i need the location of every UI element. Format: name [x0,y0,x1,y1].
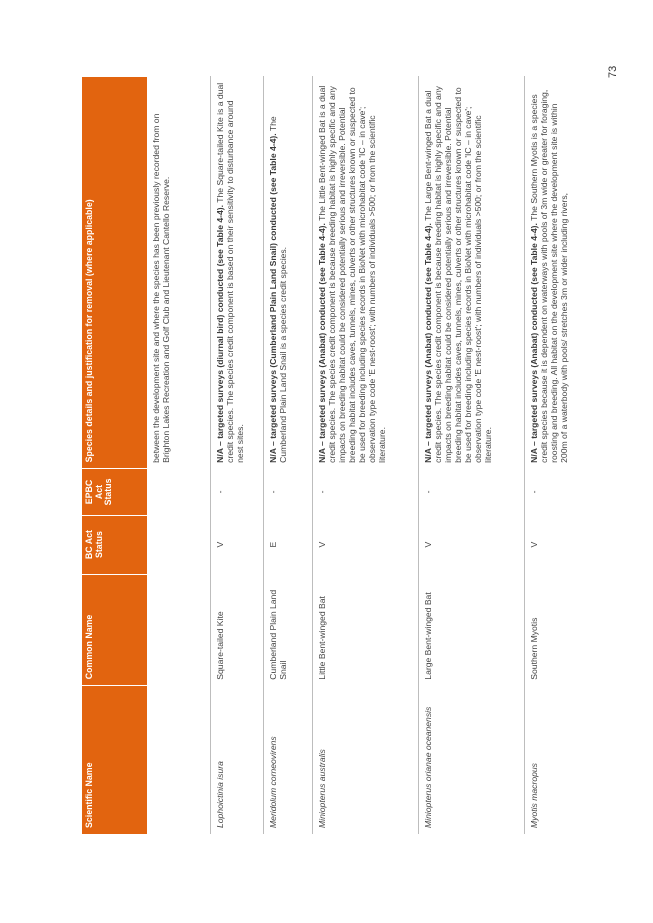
table-header-row [82,77,147,835]
table-row [312,77,418,835]
header-species-details: Species details and justification for removal (where applicable) [82,77,147,469]
table-row [418,77,524,835]
details-bold: N/A – targeted surveys (Anabat) conducted (see Table 4-4). [528,223,539,463]
cell-empty [147,686,210,834]
cell-scientific-name: Miniopterus australis [312,686,418,834]
cell-details [210,77,263,469]
cell-scientific-name: Myotis macropus [528,763,539,828]
details-text: The Southern Myotis is a species credit species because it is dependent on waterways with pools of 3m wide or greater for foraging, roosting and breeding. All habitat on the development site where the development site is within 200m of a waterbody with pools/ stretches 3m or wider including rivers, [528,89,569,463]
cell-empty [147,574,210,686]
cell-epbc-status: - [312,469,418,515]
table-row [263,77,312,835]
cell-details [524,77,607,469]
cell-common-name: Little Bent-winged Bat [312,574,418,686]
cell-epbc-status: - [528,490,539,494]
cell-continuation-details: between the development site and where the species has been previously recorded from on Brighton Lakes Recreation and Golf Club and Lieutenant Cantello Reserve. [147,77,210,469]
species-table [82,76,607,834]
details-bold: N/A – targeted surveys (diurnal bird) conducted (see Table 4-4). [214,204,225,463]
cell-common-name: Large Bent-winged Bat [418,574,524,686]
cell-bc-status: V [210,515,263,574]
table-row [210,77,263,835]
details-text: The Square-tailed Kite is a dual credit species. The species credit component is based on their sensitivity to disturbance around nest sites. [214,82,245,463]
cell-bc-status: V [528,541,539,548]
cell-bc-status: V [312,515,418,574]
cell-epbc-status: - [418,469,524,515]
cell-empty [147,469,210,515]
cell-common-name: Square-tailed Kite [210,574,263,686]
cell-scientific-name: Miniopterus orianae oceanensis [418,686,524,834]
details-bold: N/A – targeted surveys (Anabat) conducted (see Table 4-4). [422,223,433,463]
cell-epbc-status: - [263,469,312,515]
cell-details [418,77,524,469]
species-table-container [82,76,569,834]
cell-empty [147,515,210,574]
cell-scientific-name: Meridolum corneovirens [263,686,312,834]
cell-bc-status: V [418,515,524,574]
cell-scientific-name: Lophoictinia isura [210,686,263,834]
header-common-name: Common Name [82,574,147,686]
details-text: The Cumberland Plain Land Snail is a species credit species. [267,116,288,463]
details-text: The Large Bent-winged Bat a dual credit species. The species credit component is because breeding habitat is highly specific and any impacts on breeding habitat could be considered potentially serious and irreversible. Potential breeding habitat includes caves, tunnels, mines, culverts or other structures known or suspected to be used for breeding including species records in BioNet with microhabitat code 'IC – in cave'; observation type code 'E nest-roost'; with numbers of individuals >500; or from the scientific literature. [422,86,494,463]
header-epbc-act-status: EPBC Act Status [82,469,147,515]
cell-common-name: Cumberland Plain Land Snail [263,574,312,686]
header-bc-act-status: BC Act Status [82,515,147,574]
cell-details [263,77,312,469]
cell-epbc-status: - [210,469,263,515]
details-bold: N/A – targeted surveys (Anabat) conducted (see Table 4-4). [316,223,327,463]
cell-details [312,77,418,469]
table-row [524,77,607,835]
header-scientific-name: Scientific Name [82,686,147,834]
details-bold: N/A – targeted surveys (Cumberland Plain Land Snail) conducted (see Table 4-4). [267,133,278,463]
table-row-continuation [147,77,210,835]
cell-bc-status: E [263,515,312,574]
cell-common-name: Southern Myotis [528,617,539,680]
details-text: The Little Bent-winged Bat is a dual credit species. The species credit component is because breeding habitat is highly specific and any impacts on breeding habitat could be considered potentially serious and irreversible. Potential breeding habitat includes caves, tunnels, mines, culverts or other structures known or suspected to be used for breeding including species records in BioNet with microhabitat code 'IC – in cave'; observation type code 'E nest-roost'; with numbers of individuals >500; or from the scientific literature. [316,85,388,463]
page-number: 73 [607,65,619,78]
